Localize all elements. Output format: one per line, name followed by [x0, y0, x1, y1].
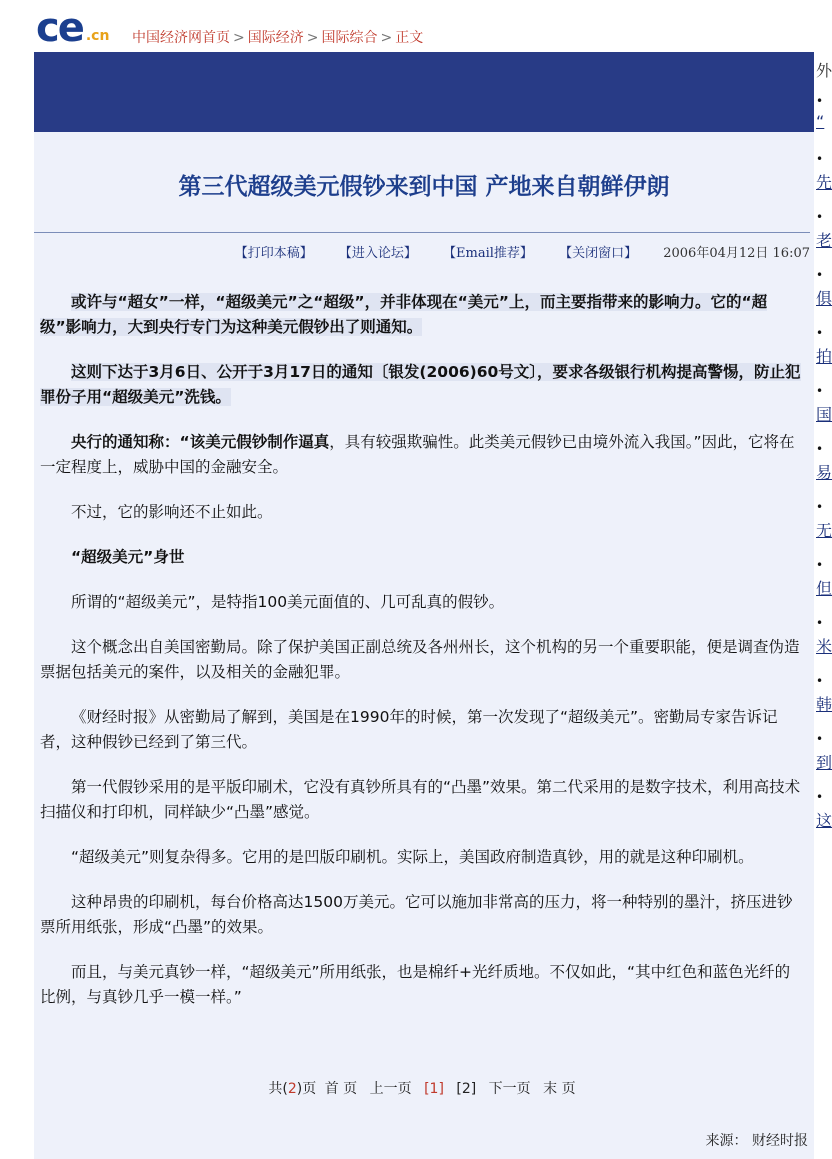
- logo-letters: ce: [36, 5, 83, 51]
- related-link[interactable]: 拍: [816, 347, 832, 366]
- article-area: [34, 0, 814, 1159]
- related-link[interactable]: 国: [816, 405, 832, 424]
- article-paragraph: 《财经时报》从密勤局了解到，美国是在1990年的时候，第一次发现了“超级美元”。密勤局专家告诉记者，这种假钞已经到了第三代。: [40, 708, 778, 751]
- article-paragraph: 这种昂贵的印刷机，每台价格高达1500万美元。它可以施加非常高的压力，将一种特别的墨汁，挤压进钞票所用纸张，形成“凸墨”的效果。: [40, 893, 793, 936]
- related-links-column: [814, 52, 832, 1159]
- breadcrumb-current[interactable]: 正文: [395, 30, 424, 46]
- related-link-bullet: •: [816, 94, 824, 108]
- related-link[interactable]: 老: [816, 231, 832, 250]
- last-page-link[interactable]: 末 页: [543, 1081, 576, 1097]
- quote-bold: 央行的通知称：“该美元假钞制作逼真: [71, 433, 330, 451]
- title-divider: [34, 232, 810, 233]
- article-paragraph: “超级美元”则复杂得多。它用的是凹版印刷机。实际上，美国政府制造真钞，用的就是这种印刷机。: [71, 848, 754, 866]
- related-link-bullet: •: [816, 326, 824, 340]
- section-heading: “超级美元”身世: [71, 548, 185, 566]
- related-link-bullet: •: [816, 790, 824, 804]
- related-link-bullet: •: [816, 616, 824, 630]
- close-window-button[interactable]: 【关闭窗口】: [559, 246, 638, 261]
- forum-button[interactable]: 【进入论坛】: [338, 246, 417, 261]
- article-paragraph: 不过，它的影响还不止如此。: [71, 503, 273, 521]
- related-link[interactable]: 易: [816, 463, 832, 482]
- email-recommend-button[interactable]: 【Email推荐】: [443, 246, 533, 261]
- related-link[interactable]: “: [816, 112, 825, 131]
- breadcrumb-home[interactable]: 中国经济网首页: [132, 30, 230, 46]
- lead-paragraph-2: 这则下达于3月6日、公开于3月17日的通知〔银发(2006)60号文〕，要求各级银行机构提高警惕，防止犯罪份子用“超级美元”洗钱。: [40, 363, 801, 406]
- related-link-bullet: •: [816, 732, 824, 746]
- related-link[interactable]: 先: [816, 173, 832, 192]
- publish-date: 2006年04月12日 16:07: [663, 246, 810, 261]
- page-2-link[interactable]: [2]: [456, 1081, 477, 1097]
- breadcrumb-separator: >: [306, 30, 319, 46]
- related-heading: 外: [816, 61, 832, 80]
- print-button[interactable]: 【打印本稿】: [234, 246, 313, 261]
- article-title: 第三代超级美元假钞来到中国 产地来自朝鲜伊朗: [178, 174, 670, 200]
- breadcrumb-intl-economy[interactable]: 国际经济: [247, 30, 304, 46]
- related-link[interactable]: 俱: [816, 289, 832, 308]
- related-link[interactable]: 米: [816, 637, 832, 656]
- article-source: 来源： 财经时报: [705, 1133, 808, 1149]
- article-paragraph: 这个概念出自美国密勤局。除了保护美国正副总统及各州州长，这个机构的另一个重要职能，便是调查伪造票据包括美元的案件，以及相关的金融犯罪。: [40, 638, 800, 681]
- article-paragraph: 而且，与美元真钞一样，“超级美元”所用纸张，也是棉纤+光纤质地。不仅如此，“其中红色和蓝色光纤的比例，与真钞几乎一模一样。”: [40, 963, 791, 1006]
- page-count: 2: [287, 1081, 297, 1097]
- quote-rest: ，具有较强欺骗性。此类美元假钞已由境外流入我国。”因此，它将在一定程度上，威胁中国的金融安全。: [40, 433, 795, 476]
- page-count-suffix: )页: [296, 1081, 317, 1097]
- breadcrumb-intl-general[interactable]: 国际综合: [321, 30, 378, 46]
- related-link-bullet: •: [816, 384, 824, 398]
- article-body: [40, 290, 802, 1030]
- related-link[interactable]: 无: [816, 521, 832, 540]
- related-link-bullet: •: [816, 210, 824, 224]
- page-1-link[interactable]: [1]: [424, 1081, 444, 1097]
- article-paragraph: [40, 360, 802, 410]
- related-link[interactable]: 这: [816, 811, 832, 830]
- article-paragraph: [40, 290, 802, 340]
- article-toolbar: [235, 242, 810, 261]
- related-link-bullet: •: [816, 674, 824, 688]
- article-paragraph: [40, 430, 802, 480]
- related-link-bullet: •: [816, 558, 824, 572]
- next-page-link[interactable]: 下一页: [488, 1081, 531, 1097]
- pagination: [34, 1078, 814, 1098]
- lead-paragraph-1: 或许与“超女”一样，“超级美元”之“超级”，并非体现在“美元”上，而主要指带来的影响力。它的“超级”影响力，大到央行专门为这种美元假钞出了则通知。: [40, 293, 768, 336]
- related-link-bullet: •: [816, 268, 824, 282]
- article-paragraph: 所谓的“超级美元”，是特指100美元面值的、几可乱真的假钞。: [71, 593, 505, 611]
- breadcrumb-separator: >: [380, 30, 393, 46]
- first-page-link[interactable]: 首 页: [324, 1081, 358, 1097]
- breadcrumb-separator: >: [233, 30, 245, 46]
- related-link-bullet: •: [816, 152, 824, 166]
- related-link[interactable]: 到: [816, 753, 832, 772]
- related-link-bullet: •: [816, 442, 824, 456]
- related-link[interactable]: 但: [816, 579, 832, 598]
- related-link-bullet: •: [816, 500, 824, 514]
- page-count-prefix: 共(: [268, 1081, 288, 1097]
- related-link[interactable]: 韩: [816, 695, 832, 714]
- article-paragraph: 第一代假钞采用的是平版印刷术，它没有真钞所具有的“凸墨”效果。第二代采用的是数字技术，利用高技术扫描仪和打印机，同样缺少“凸墨”感觉。: [40, 778, 801, 821]
- prev-page-link[interactable]: 上一页: [369, 1081, 412, 1097]
- logo-suffix: .cn: [85, 28, 110, 44]
